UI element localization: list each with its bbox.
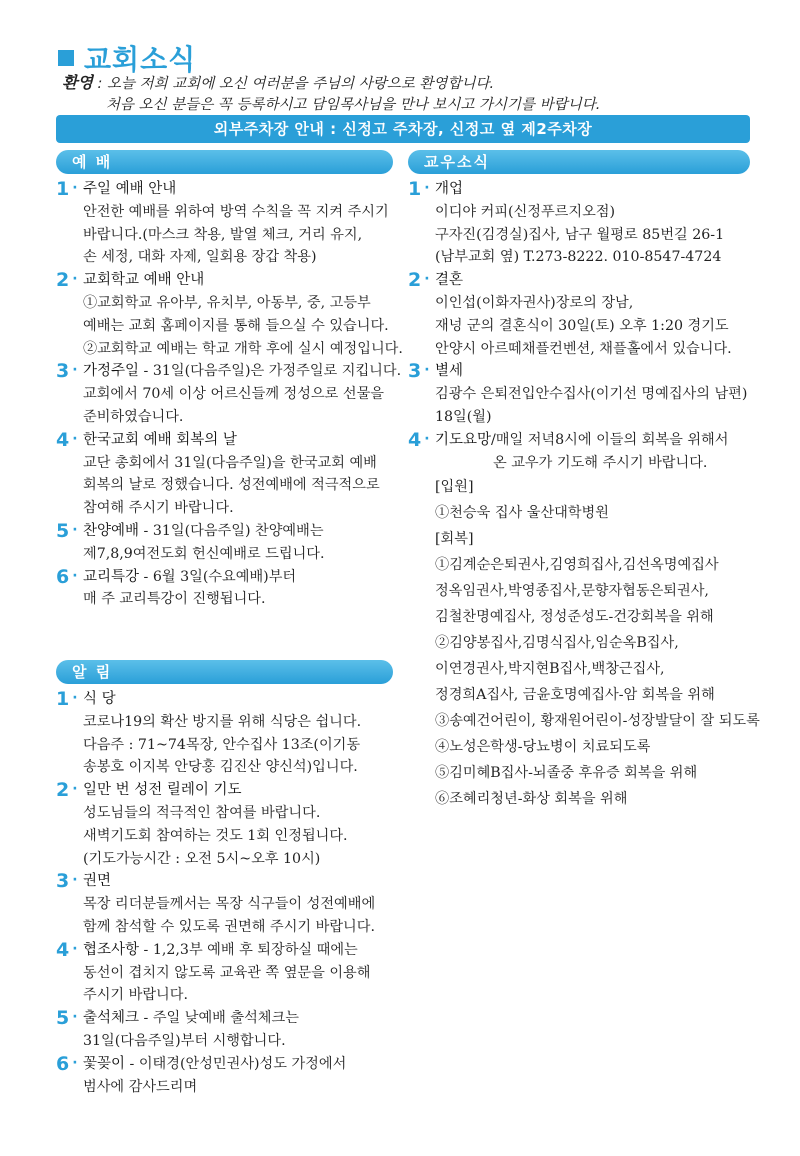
member-item-heading: 기도요망	[435, 431, 492, 448]
worship-item-heading: 주일 예배 안내	[83, 181, 177, 197]
recovery-entry: ⑥조혜리청년-화상 회복을 위해	[435, 791, 628, 808]
notice-item-number: 3 ·	[56, 870, 78, 895]
recovery-label: [회복]	[435, 531, 474, 548]
notice-item-5	[56, 1007, 396, 1053]
worship-item-line: 예배는 교회 홈페이지를 통해 들으실 수 있습니다.	[83, 317, 389, 334]
notice-item-heading: 일만 번 성전 릴레이 기도	[83, 782, 242, 799]
notice-item-line: 송봉호 이지복 안당홍 김진산 양신석)입니다.	[83, 759, 358, 776]
worship-item-5	[56, 520, 396, 566]
worship-item-heading-rest: - 31일(다음주일)은 가정주일로 지킵니다.	[139, 363, 402, 380]
member-item-heading: 결혼	[435, 272, 464, 289]
member-item-line: 18일(월)	[435, 408, 492, 425]
notice-item-heading-rest: - 1,2,3부 예배 후 퇴장하실 때에는	[139, 941, 358, 958]
worship-item-line: 회복의 날로 정했습니다. 성전예배에 적극적으로	[83, 477, 380, 494]
member-item-heading-line	[435, 360, 753, 383]
recovery-entry: ①김계순은퇴권사,김영희집사,김선옥명예집사	[435, 557, 719, 574]
notice-item-heading-line	[83, 688, 396, 711]
notice-item-heading-rest: - 이태경(안성민권사)성도 가정에서	[125, 1055, 347, 1072]
worship-item-number: 5 ·	[56, 520, 78, 545]
worship-item-line: ①교회학교 유아부, 유치부, 아동부, 중, 고등부	[83, 294, 371, 311]
notice-item-1	[56, 688, 396, 779]
worship-item-heading: 가정주일	[83, 363, 140, 380]
notice-item-number: 5 ·	[56, 1007, 78, 1032]
member-item-4	[408, 429, 753, 475]
member-item-heading: 개업	[435, 181, 464, 197]
worship-item-heading-line	[83, 178, 396, 201]
worship-item-number: 1 ·	[56, 178, 78, 203]
member-item-1	[408, 178, 753, 269]
notice-item-line: (기도가능시간 : 오전 5시~오후 10시)	[83, 850, 321, 867]
worship-item-heading-line	[83, 429, 396, 452]
notice-item-line: 다음주 : 71~74목장, 안수집사 13조(이기동	[83, 736, 361, 753]
member-item-line: 구자진(김경실)집사, 남구 월평로 85번길 26-1	[435, 226, 725, 243]
member-item-line: 안양시 아르떼채플컨벤션, 채플홀에서 있습니다.	[435, 340, 732, 357]
notice-item-heading: 꽃꽂이	[83, 1055, 126, 1072]
members-list	[408, 178, 760, 812]
worship-item-line: 교단 총회에서 31일(다음주일)을 한국교회 예배	[83, 454, 377, 471]
worship-item-heading-line	[83, 360, 402, 383]
notice-item-line: 성도님들의 적극적인 참여를 바랍니다.	[83, 804, 321, 821]
member-item-heading-rest: /매일 저녁8시에 이들의 회복을 위해서	[491, 431, 729, 448]
welcome-line-2: 처음 오신 분들은 꼭 등록하시고 담임목사님을 만나 보시고 가시기를 바랍니다.	[106, 97, 601, 113]
recovery-entry: 정옥임권사,박영종집사,문향자협동은퇴권사,	[435, 583, 709, 600]
member-item-heading: 별세	[435, 363, 464, 380]
worship-item-heading-line	[83, 269, 396, 292]
recovery-entry: 이연경권사,박지현B집사,백창근집사,	[435, 661, 665, 678]
worship-item-heading: 한국교회 예배 회복의 날	[83, 431, 237, 448]
notice-item-line: 함께 참석할 수 있도록 권면해 주시기 바랍니다.	[83, 918, 375, 935]
notice-item-heading-rest: - 주일 낮예배 출석체크는	[139, 1010, 299, 1027]
worship-item-line: 제7,8,9여전도회 헌신예배로 드립니다.	[83, 545, 325, 562]
worship-item-6	[56, 566, 396, 612]
notice-item-number: 2 ·	[56, 779, 78, 804]
page-title-text: 교회소식	[84, 43, 197, 76]
welcome-text-1: : 오늘 저희 교회에 오신 여러분을 주님의 사랑으로 환영합니다.	[92, 76, 495, 92]
worship-item-line: 안전한 예배를 위하여 방역 수칙을 꼭 지켜 주시기	[83, 203, 389, 220]
worship-item-heading-line	[83, 520, 396, 543]
member-item-number: 1 ·	[408, 178, 430, 203]
worship-item-number: 3 ·	[56, 360, 78, 385]
member-item-line: (남부교회 옆) T.273-8222. 010-8547-4724	[435, 249, 722, 266]
notices-section-header: 알 림	[56, 660, 393, 684]
notice-item-2	[56, 779, 396, 870]
recovery-entry: ③송예건어린이, 황재원어린이-성장발달이 잘 되도록	[435, 713, 760, 730]
worship-item-line: 교회에서 70세 이상 어르신들께 정성으로 선물을	[83, 386, 385, 403]
member-item-heading-line	[435, 429, 753, 452]
worship-item-number: 2 ·	[56, 269, 78, 294]
prayer-request-list	[408, 474, 760, 812]
notice-item-heading-line	[83, 779, 396, 802]
notice-item-line: 코로나19의 확산 방지를 위해 식당은 쉽니다.	[83, 713, 362, 730]
notices-list	[56, 688, 396, 1098]
worship-section-header: 예 배	[56, 150, 393, 174]
hospital-label: [입원]	[435, 479, 474, 496]
welcome-line-1	[62, 72, 600, 95]
notice-item-heading: 출석체크	[83, 1010, 140, 1027]
worship-item-heading-rest: - 31일(다음주일) 찬양예배는	[139, 522, 324, 539]
notice-item-line: 주시기 바랍니다.	[83, 987, 188, 1004]
recovery-entry: ②김양봉집사,김명식집사,임순옥B집사,	[435, 635, 679, 652]
parking-banner: 외부주차장 안내 : 신정고 주차장, 신정고 옆 제2주차장	[56, 115, 750, 143]
welcome-message	[62, 72, 600, 116]
worship-item-line: 바랍니다.(마스크 착용, 발열 체크, 거리 유지,	[83, 226, 363, 243]
recovery-entry: ④노성은학생-당뇨병이 치료되도록	[435, 739, 651, 756]
worship-item-heading: 교회학교 예배 안내	[83, 272, 205, 289]
member-item-line: 이인섭(이화자권사)장로의 장남,	[435, 294, 634, 311]
worship-item-heading: 찬양예배	[83, 522, 140, 539]
notice-item-heading-line	[83, 1007, 396, 1030]
notice-item-heading: 협조사항	[83, 941, 140, 958]
member-item-heading-line	[435, 178, 753, 201]
member-item-heading-line	[435, 269, 753, 292]
hospital-entry: ①천승욱 집사 울산대학병원	[435, 505, 609, 522]
notice-item-line: 범사에 감사드리며	[83, 1078, 198, 1095]
notice-item-line: 목장 리더분들께서는 목장 식구들이 성전예배에	[83, 896, 376, 913]
member-item-number: 2 ·	[408, 269, 430, 294]
worship-list	[56, 178, 403, 611]
welcome-lead: 환영	[62, 73, 93, 92]
notice-item-heading-line	[83, 1053, 396, 1076]
worship-item-3	[56, 360, 402, 428]
notice-item-heading: 식 당	[83, 691, 116, 707]
notice-item-line: 동선이 겹치지 않도록 교육관 쪽 옆문을 이용해	[83, 964, 371, 981]
worship-item-number: 4 ·	[56, 429, 78, 454]
worship-item-line: 매 주 교리특강이 진행됩니다.	[83, 591, 266, 608]
recovery-entry: ⑤김미혜B집사-뇌졸중 후유증 회복을 위해	[435, 765, 698, 782]
notice-item-line: 31일(다음주일)부터 시행합니다.	[83, 1032, 286, 1049]
member-item-line: 재넝 군의 결혼식이 30일(토) 오후 1:20 경기도	[435, 317, 729, 334]
member-item-2	[408, 269, 753, 360]
worship-item-line: ②교회학교 예배는 학교 개학 후에 실시 예정입니다.	[83, 340, 403, 357]
notice-item-number: 1 ·	[56, 688, 78, 713]
members-section-header: 교우소식	[408, 150, 750, 174]
worship-item-line: 손 세정, 대화 자제, 일회용 장갑 착용)	[83, 249, 317, 266]
notice-item-number: 4 ·	[56, 939, 78, 964]
worship-item-number: 6 ·	[56, 566, 78, 591]
notice-item-line: 새벽기도회 참여하는 것도 1회 인정됩니다.	[83, 827, 348, 844]
notice-item-6	[56, 1053, 396, 1099]
member-item-line: 이디야 커피(신정푸르지오점)	[435, 203, 616, 220]
notice-item-3	[56, 870, 396, 938]
notice-item-heading: 권면	[83, 873, 112, 890]
worship-item-heading-rest: - 6월 3일(수요예배)부터	[139, 568, 297, 585]
worship-item-line: 참여해 주시기 바랍니다.	[83, 500, 234, 517]
member-item-line: 김광수 은퇴전입안수집사(이기선 명예집사의 남편)	[435, 386, 748, 403]
square-bullet-icon	[58, 50, 74, 66]
worship-item-line: 준비하였습니다.	[83, 408, 184, 425]
notice-item-number: 6 ·	[56, 1053, 78, 1078]
member-item-3	[408, 360, 753, 428]
member-item-number: 3 ·	[408, 360, 430, 385]
worship-item-heading-line	[83, 566, 396, 589]
worship-item-2	[56, 269, 403, 360]
notice-item-4	[56, 939, 396, 1007]
recovery-entry: 김철찬명예집사, 정성준성도-건강회복을 위해	[435, 609, 714, 626]
recovery-entry: 정경희A집사, 금윤호명예집사-암 회복을 위해	[435, 687, 715, 704]
member-item-line: 온 교우가 기도해 주시기 바랍니다.	[493, 454, 708, 471]
notice-item-heading-line	[83, 870, 396, 893]
worship-item-1	[56, 178, 396, 269]
worship-item-4	[56, 429, 396, 520]
member-item-number: 4 ·	[408, 429, 430, 454]
notice-item-heading-line	[83, 939, 396, 962]
worship-item-heading: 교리특강	[83, 568, 140, 585]
